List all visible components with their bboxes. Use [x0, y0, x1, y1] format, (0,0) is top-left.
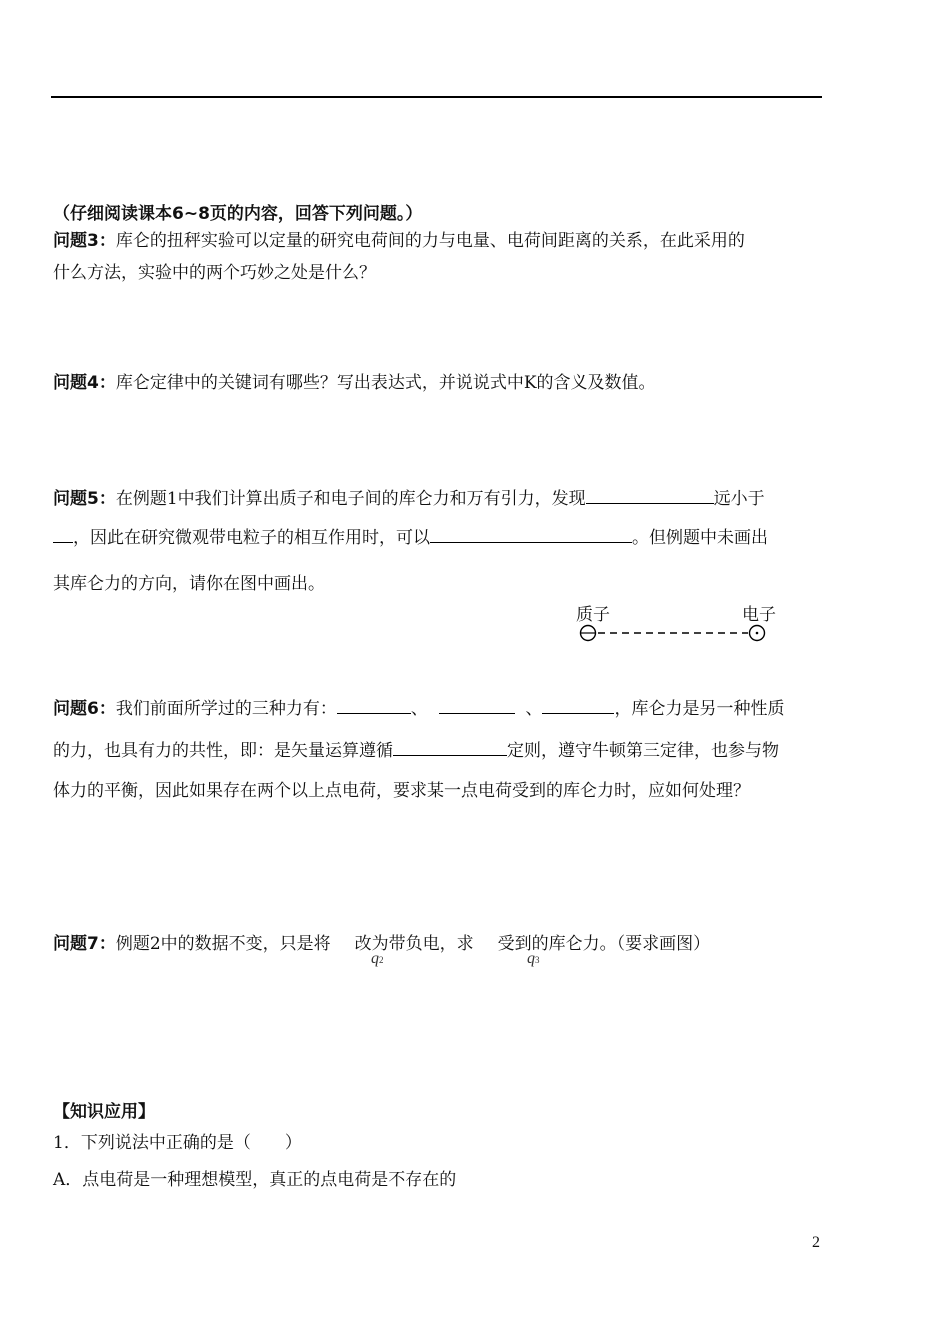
exercise-1-stem: 1．下列说法中正确的是（ ） [53, 1133, 302, 1153]
reading-instruction: （仔细阅读课本6~8页的内容，回答下列问题。） [53, 204, 423, 224]
page-number: 2 [812, 1234, 820, 1251]
exercise-1-option-a: A．点电荷是一种理想模型，真正的点电荷是不存在的 [53, 1170, 457, 1190]
question-5-text-2b: 。但例题中未画出 [632, 528, 768, 548]
question-7-label: 问题7： [53, 934, 116, 954]
question-4-text: 库仑定律中的关键词有哪些？写出表达式，并说说式中K的含义及数值。 [115, 373, 656, 393]
question-6-label: 问题6： [53, 699, 116, 719]
question-5-text-1b: 远小于 [713, 489, 765, 509]
question-6-text-1a: 我们前面所学过的三种力有： [115, 699, 337, 719]
question-3-label: 问题3： [53, 231, 116, 251]
answer-blank[interactable] [393, 738, 507, 756]
question-7-text-3: 受到的库仑力。（要求画图） [497, 934, 711, 954]
electron-label: 电子 [742, 605, 776, 625]
question-5-line-3: 其库仑力的方向，请你在图中画出。 [53, 574, 325, 594]
question-6-line-1 [53, 696, 784, 720]
question-7-text-1: 例题2中的数据不变，只是将 [115, 934, 331, 954]
answer-blank[interactable] [337, 696, 411, 714]
header-rule [51, 96, 822, 98]
question-6-line-2 [53, 738, 779, 762]
charge-diagram-graphic [576, 600, 786, 648]
question-6-text-2b: 定则，遵守牛顿第三定律，也参与物 [507, 741, 779, 761]
question-3-text-1: 库仑的扭秤实验可以定量的研究电荷间的力与电量、电荷间距离的关系，在此采用的 [115, 231, 745, 251]
question-6-text-1b: ，库仑力是另一种性质 [614, 699, 785, 719]
question-4 [53, 372, 656, 394]
charge-q2-symbol: q2 [371, 950, 384, 967]
separator: 、 [525, 699, 543, 719]
proton-electron-diagram [576, 600, 786, 648]
question-4-label: 问题4： [53, 373, 116, 393]
answer-blank[interactable] [439, 696, 515, 714]
question-3-line-1 [53, 230, 745, 252]
answer-blank[interactable] [542, 696, 614, 714]
proton-label: 质子 [576, 605, 610, 625]
separator: 、 [410, 699, 428, 719]
answer-blank[interactable] [430, 525, 632, 543]
answer-blank[interactable] [586, 486, 714, 504]
answer-blank[interactable] [53, 525, 73, 543]
question-5-text-2a: ，因此在研究微观带电粒子的相互作用时，可以 [73, 528, 430, 548]
question-3-line-2: 什么方法，实验中的两个巧妙之处是什么？ [53, 263, 376, 283]
knowledge-application-heading: 【知识应用】 [53, 1102, 155, 1122]
question-6-line-3: 体力的平衡，因此如果存在两个以上点电荷，要求某一点电荷受到的库仑力时，应如何处理？ [53, 781, 750, 801]
question-5-line-2 [53, 525, 768, 549]
question-6-text-2a: 的力，也具有力的共性，即：是矢量运算遵循 [53, 741, 393, 761]
question-5-text-1a: 在例题1中我们计算出质子和电子间的库仑力和万有引力，发现 [115, 489, 586, 509]
question-7-text-2: 改为带负电，求 [354, 934, 474, 954]
electron-circle-icon [750, 626, 765, 641]
question-5-label: 问题5： [53, 489, 116, 509]
question-5-line-1 [53, 486, 765, 510]
proton-circle-icon [581, 626, 596, 641]
charge-q3-symbol: q3 [527, 950, 540, 967]
